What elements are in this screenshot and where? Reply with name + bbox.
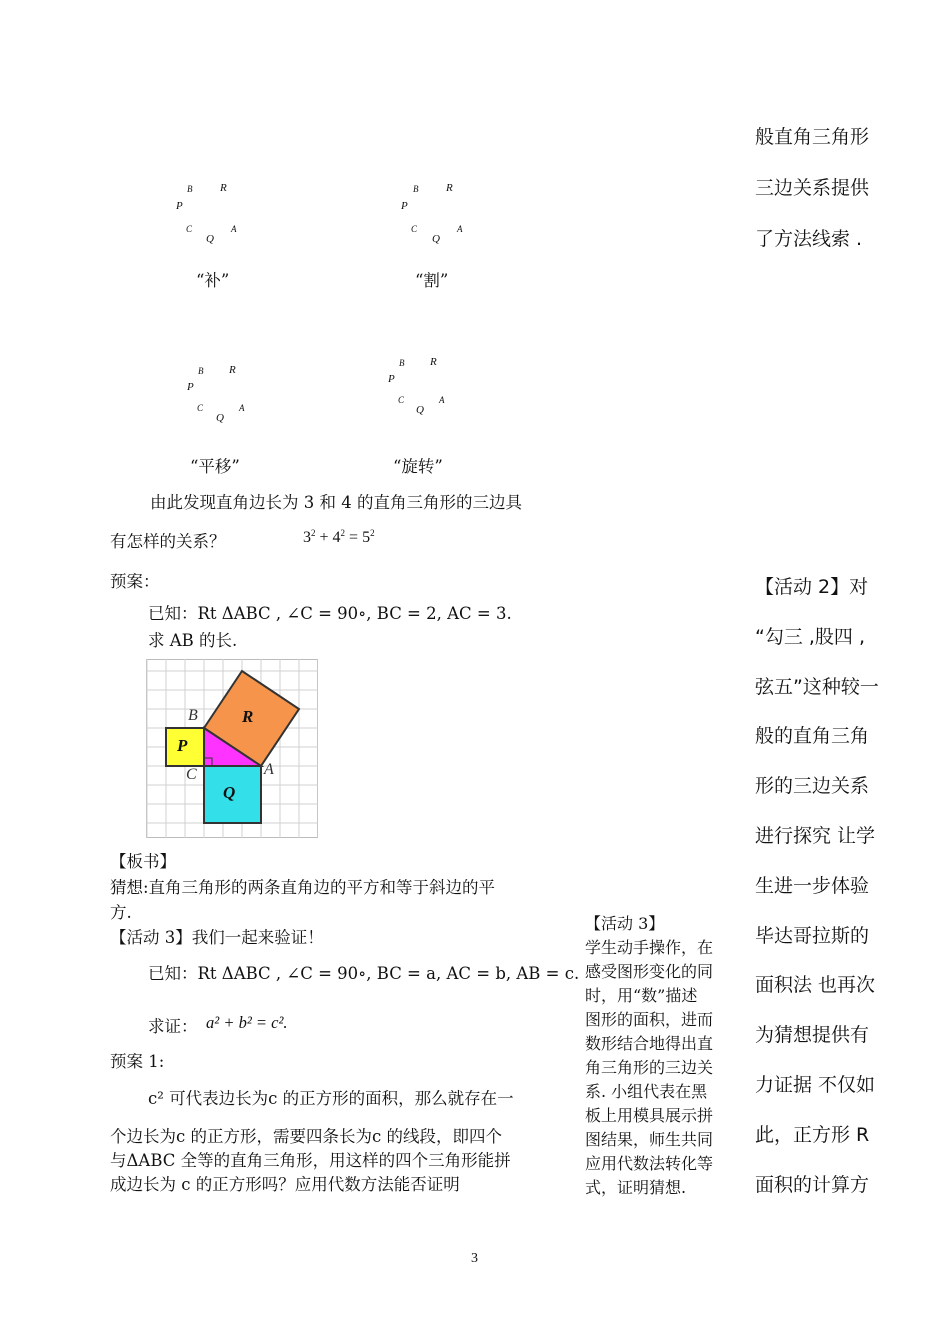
label-q: Q: [216, 412, 224, 424]
known-2: 已知：Rt ΔABC , ∠C = 90∘, BC = a, AC = b, AB = c.: [148, 964, 580, 983]
p2-line1: c² 可代表边长为c 的正方形的面积，那么就存在一: [148, 1089, 514, 1108]
label-p: P: [388, 373, 395, 385]
middle-note-line: 时，用“数”描述: [585, 986, 698, 1005]
middle-note-line: 应用代数法转化等: [585, 1154, 714, 1173]
label-b: B: [399, 358, 405, 368]
known-1: 已知：Rt ΔABC , ∠C = 90∘, BC = 2, AC = 3.: [148, 604, 512, 623]
middle-note-line: 图结果，师生共同: [585, 1130, 714, 1149]
side-note-line: 了方法线索 .: [755, 228, 863, 250]
side-note-line: “勾三 ,股四 ,: [755, 625, 866, 648]
eq-sa: 2: [311, 528, 316, 538]
middle-note-line: 数形结合地得出直: [585, 1034, 714, 1053]
p2-line4: 成边长为 c 的正方形吗？应用代数方法能否证明: [110, 1175, 460, 1194]
side-note-line: 生进一步体验: [755, 874, 870, 897]
grid-label-r: R: [242, 707, 254, 726]
p2-line3: 与ΔABC 全等的直角三角形，用这样的四个三角形能拼: [110, 1151, 511, 1170]
label-q: Q: [416, 404, 424, 416]
middle-note-line: 图形的面积，进而: [585, 1010, 714, 1029]
prove-equation: a² + b² = c².: [206, 1013, 288, 1032]
page-number: 3: [471, 1251, 478, 1266]
label-p: P: [187, 381, 194, 393]
label-b: B: [413, 184, 419, 194]
pythagoras-grid-figure: [146, 659, 318, 838]
eq-sb: 2: [340, 528, 346, 538]
grid-label-b: B: [188, 707, 198, 724]
label-r: R: [446, 182, 453, 194]
label-c: C: [186, 224, 193, 234]
eq-sc: 2: [370, 528, 375, 538]
caption-xuanzhuan: “旋转”: [393, 457, 443, 476]
eq-plus: +: [319, 529, 329, 546]
label-c: C: [398, 395, 405, 405]
side-note-line: 形的三边关系: [755, 775, 870, 798]
grid-label-c: C: [186, 766, 197, 783]
eq-equals: =: [349, 529, 359, 546]
label-p: P: [401, 200, 408, 212]
side-note-line: 此，正方形 R: [755, 1123, 870, 1146]
middle-note-line: 系. 小组代表在黑: [585, 1082, 708, 1101]
caption-pingyi: “平移”: [190, 457, 240, 476]
plan-1: 预案 1:: [110, 1052, 165, 1071]
act3-title: 【活动 3】我们一起来验证！: [110, 928, 324, 947]
side-note-line: 【活动 2】对: [755, 576, 869, 598]
yuan-label: 预案：: [110, 572, 160, 591]
side-note-line: 面积法 也再次: [755, 974, 876, 997]
label-q: Q: [432, 233, 440, 245]
label-a: A: [239, 403, 245, 413]
middle-note-line: 学生动手操作，在: [585, 938, 714, 957]
middle-note-line: 式，证明猜想.: [585, 1178, 687, 1197]
side-note-line: 为猜想提供有: [755, 1024, 870, 1047]
side-note-line: 般直角三角形: [755, 126, 870, 148]
banshu: 【板书】: [110, 852, 176, 871]
para1-line1: 由此发现直角边长为 3 和 4 的直角三角形的三边具: [150, 493, 522, 512]
label-a: A: [231, 224, 237, 234]
caption-bu: “补”: [196, 271, 230, 290]
p2-line2: 个边长为c 的正方形，需要四条长为c 的线段，即四个: [110, 1127, 502, 1146]
label-p: P: [176, 200, 183, 212]
side-note-line: 力证据 不仅如: [755, 1074, 876, 1096]
grid-label-a: A: [264, 761, 274, 778]
eq-c: 5: [362, 529, 371, 546]
guess-line2: 方.: [110, 903, 132, 922]
label-c: C: [197, 403, 204, 413]
para1-line2: 有怎样的关系？: [110, 532, 226, 551]
label-c: C: [411, 224, 418, 234]
equation-345: [303, 528, 375, 547]
ask-1: 求 AB 的长.: [148, 631, 238, 650]
side-note-line: 毕达哥拉斯的: [755, 924, 870, 947]
label-r: R: [229, 364, 236, 376]
label-b: B: [187, 184, 193, 194]
label-r: R: [220, 182, 227, 194]
side-note-line: 三边关系提供: [755, 177, 870, 199]
side-note-line: 般的直角三角: [755, 725, 870, 748]
middle-note-title: 【活动 3】: [585, 914, 665, 933]
middle-note-line: 感受图形变化的同: [585, 962, 714, 981]
label-a: A: [439, 395, 445, 405]
label-a: A: [457, 224, 463, 234]
eq-b: 4: [332, 529, 341, 546]
label-b: B: [198, 366, 204, 376]
side-note-line: 进行探究 让学: [755, 825, 876, 847]
middle-note-line: 角三角形的三边关: [585, 1058, 714, 1077]
grid-svg: [146, 659, 318, 838]
label-q: Q: [206, 233, 214, 245]
caption-ge: “割”: [415, 271, 449, 290]
middle-note-line: 板上用模具展示拼: [585, 1106, 714, 1125]
eq-a: 3: [303, 529, 311, 546]
prove-label: 求证：: [148, 1017, 198, 1036]
side-note-line: 弦五”这种较一: [755, 675, 879, 698]
side-note-line: 面积的计算方: [755, 1173, 870, 1196]
grid-label-p: P: [177, 736, 188, 755]
grid-label-q: Q: [223, 783, 236, 802]
label-r: R: [430, 356, 437, 368]
guess-line1: 猜想:直角三角形的两条直角边的平方和等于斜边的平: [110, 878, 496, 897]
